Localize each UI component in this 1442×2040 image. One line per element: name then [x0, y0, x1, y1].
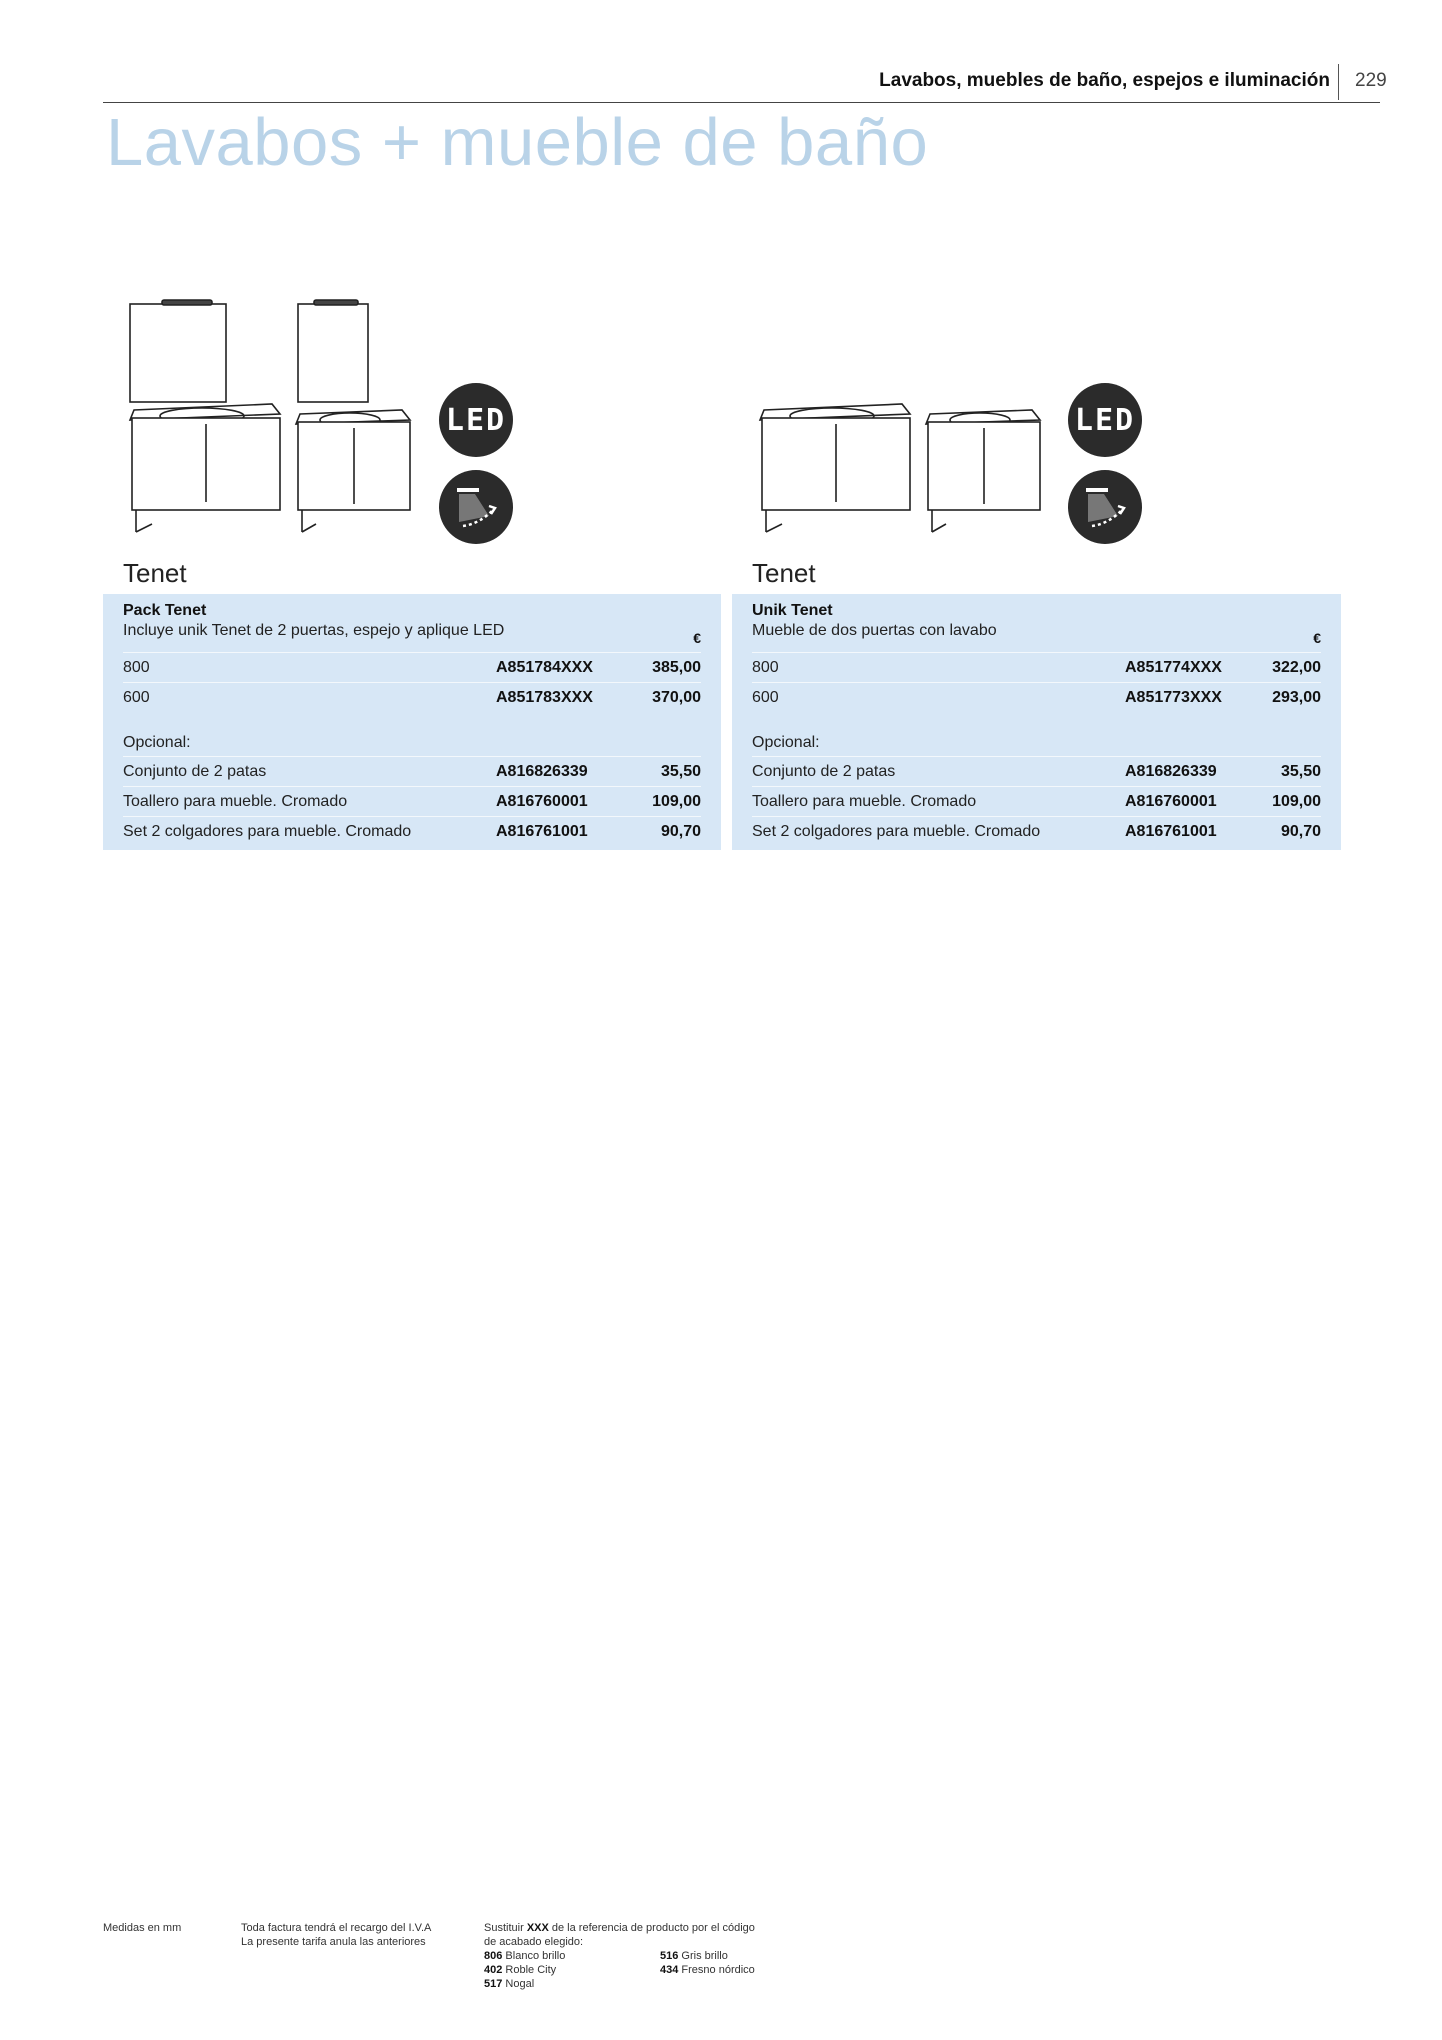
- product-price: 90,70: [1280, 823, 1321, 840]
- light-sensor-glyph-icon: [1068, 470, 1142, 544]
- product-code: A816761001: [1125, 823, 1217, 840]
- footer-tax-note: [241, 1921, 431, 1949]
- table-row: [752, 786, 1321, 815]
- product-code: A816826339: [496, 763, 588, 780]
- accessory-label: Set 2 colgadores para mueble. Cromado: [752, 823, 1041, 840]
- footer-finish-codes: [484, 1921, 824, 1991]
- product-code: A816760001: [1125, 793, 1217, 810]
- optional-label: Opcional:: [752, 734, 820, 751]
- finish-item: 434 Fresno nórdico: [660, 1964, 755, 1976]
- product-price: 322,00: [1272, 659, 1321, 676]
- product-name: Tenet: [123, 558, 187, 588]
- product-code: A851774XXX: [1125, 659, 1222, 676]
- product-code: A851783XXX: [496, 689, 593, 706]
- light-sensor-glyph-icon: [439, 470, 513, 544]
- tax-line: Toda factura tendrá el recargo del I.V.A: [241, 1922, 432, 1934]
- accessory-label: Conjunto de 2 patas: [752, 763, 896, 780]
- finish-item: 516 Gris brillo: [660, 1950, 728, 1962]
- finish-list: [484, 1949, 824, 1991]
- size-label: 800: [752, 659, 779, 676]
- optional-label: Opcional:: [123, 734, 191, 751]
- product-code: A851773XXX: [1125, 689, 1222, 706]
- footer-measures: Medidas en mm: [103, 1922, 182, 1934]
- finish-item: 517 Nogal: [484, 1978, 535, 1990]
- accessory-label: Conjunto de 2 patas: [123, 763, 267, 780]
- table-row: [752, 756, 1321, 785]
- header-rule: [103, 102, 1380, 103]
- product-price: 35,50: [1280, 763, 1321, 780]
- product-code: A816761001: [496, 823, 588, 840]
- product-price: 90,70: [660, 823, 701, 840]
- accessory-label: Toallero para mueble. Cromado: [123, 793, 348, 810]
- table-row: [123, 652, 701, 681]
- product-price: 109,00: [652, 793, 701, 810]
- led-icon: LED: [439, 383, 513, 457]
- section-header-title: Lavabos, muebles de baño, espejos e iluminación: [879, 70, 1330, 91]
- finish-item: 806 Blanco brillo: [484, 1950, 566, 1962]
- led-icon: LED: [1068, 383, 1142, 457]
- page-title: Lavabos + mueble de baño: [106, 105, 929, 180]
- table-row: [123, 786, 701, 815]
- product-code: A816760001: [496, 793, 588, 810]
- table-section-title: Pack Tenet: [123, 602, 207, 619]
- product-name: Tenet: [752, 558, 816, 588]
- finish-item: 402 Roble City: [484, 1964, 557, 1976]
- currency-label: €: [693, 630, 701, 646]
- table-row: [752, 816, 1321, 845]
- size-label: 800: [123, 659, 150, 676]
- accessory-label: Toallero para mueble. Cromado: [752, 793, 977, 810]
- unik-tenet-illustration: [752, 292, 1062, 542]
- page-number: 229: [1355, 70, 1387, 91]
- product-price: 35,50: [660, 763, 701, 780]
- table-row: [123, 682, 701, 711]
- pack-tenet-illustration: [122, 292, 432, 542]
- table-row: [123, 816, 701, 845]
- price-table-unik-tenet: [732, 594, 1341, 850]
- table-row: [752, 682, 1321, 711]
- size-label: 600: [123, 689, 150, 706]
- price-table-pack-tenet: [103, 594, 721, 850]
- light-sensor-icon: [439, 470, 513, 544]
- header-separator: [1338, 64, 1339, 100]
- product-price: 385,00: [652, 659, 701, 676]
- light-sensor-icon: [1068, 470, 1142, 544]
- accessory-label: Set 2 colgadores para mueble. Cromado: [123, 823, 412, 840]
- product-price: 370,00: [652, 689, 701, 706]
- product-price: 109,00: [1272, 793, 1321, 810]
- product-price: 293,00: [1272, 689, 1321, 706]
- table-description: Mueble de dos puertas con lavabo: [752, 622, 997, 639]
- table-row: [123, 756, 701, 785]
- product-code: A816826339: [1125, 763, 1217, 780]
- substitute-line-2: de acabado elegido:: [484, 1936, 584, 1948]
- table-description: Incluye unik Tenet de 2 puertas, espejo y aplique LED: [123, 622, 505, 639]
- product-code: A851784XXX: [496, 659, 593, 676]
- table-row: [752, 652, 1321, 681]
- tariff-line: La presente tarifa anula las anteriores: [241, 1936, 426, 1948]
- currency-label: €: [1313, 630, 1321, 646]
- table-section-title: Unik Tenet: [752, 602, 833, 619]
- size-label: 600: [752, 689, 779, 706]
- substitute-line: Sustituir XXX de la referencia de producto por el código: [484, 1922, 755, 1934]
